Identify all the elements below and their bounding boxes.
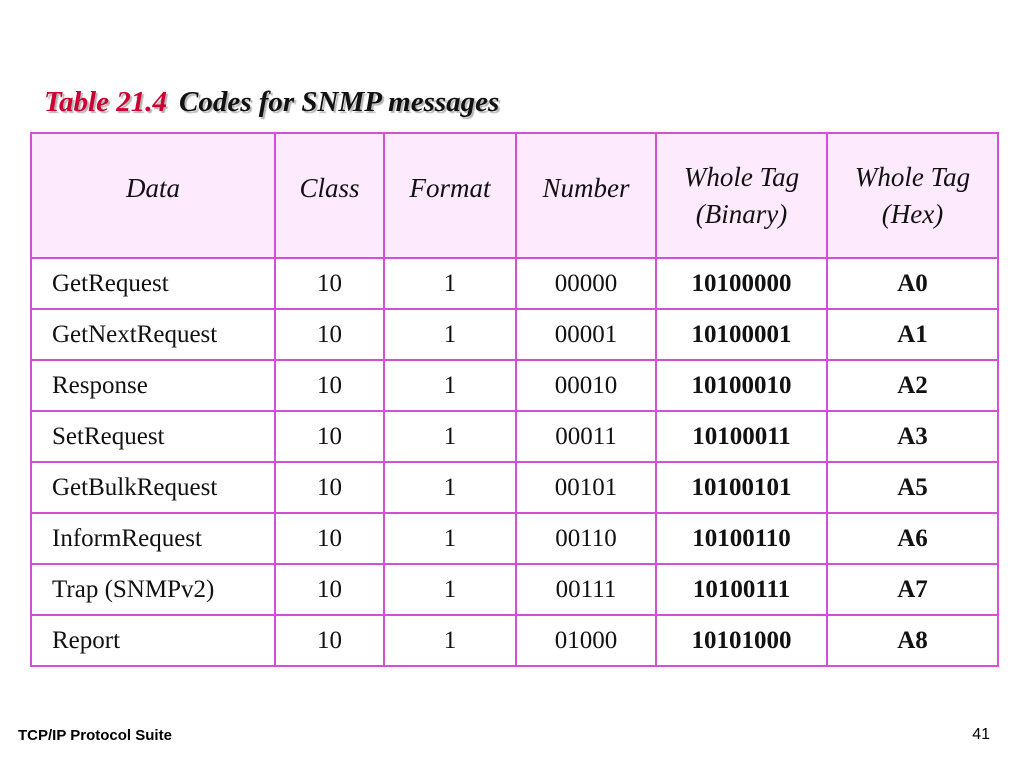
table-row (31, 309, 998, 360)
cell-data: Trap (SNMPv2) (31, 564, 275, 615)
table-caption: Codes for SNMP messages (178, 86, 500, 118)
header-data: Data (31, 133, 275, 258)
cell-class: 10 (275, 462, 384, 513)
cell-class: 10 (275, 258, 384, 309)
cell-hex: A7 (827, 564, 998, 615)
cell-format: 1 (384, 615, 516, 666)
footer-text: TCP/IP Protocol Suite (18, 727, 172, 744)
cell-class: 10 (275, 513, 384, 564)
header-hex-line1: Whole Tag (854, 161, 971, 192)
cell-hex: A1 (827, 309, 998, 360)
table-row (31, 360, 998, 411)
page-number: 41 (972, 726, 990, 743)
cell-class: 10 (275, 615, 384, 666)
table-row (31, 462, 998, 513)
table-row (31, 564, 998, 615)
header-binary-line1: Whole Tag (683, 161, 800, 192)
cell-hex: A5 (827, 462, 998, 513)
cell-binary: 10100101 (656, 462, 827, 513)
cell-format: 1 (384, 309, 516, 360)
cell-hex: A2 (827, 360, 998, 411)
header-whole-tag-binary (656, 133, 827, 258)
cell-binary: 10100110 (656, 513, 827, 564)
cell-binary: 10100010 (656, 360, 827, 411)
cell-format: 1 (384, 513, 516, 564)
cell-format: 1 (384, 360, 516, 411)
cell-number: 00110 (516, 513, 656, 564)
cell-number: 00000 (516, 258, 656, 309)
cell-number: 01000 (516, 615, 656, 666)
cell-binary: 10100001 (656, 309, 827, 360)
cell-number: 00001 (516, 309, 656, 360)
cell-binary: 10100000 (656, 258, 827, 309)
cell-binary: 10101000 (656, 615, 827, 666)
table-row (31, 411, 998, 462)
cell-format: 1 (384, 411, 516, 462)
cell-data: Response (31, 360, 275, 411)
cell-data: Report (31, 615, 275, 666)
header-hex-line2: (Hex) (881, 198, 944, 229)
cell-binary: 10100011 (656, 411, 827, 462)
cell-format: 1 (384, 462, 516, 513)
cell-binary: 10100111 (656, 564, 827, 615)
cell-format: 1 (384, 564, 516, 615)
cell-data: GetBulkRequest (31, 462, 275, 513)
table-row (31, 513, 998, 564)
table-header-row (31, 133, 998, 258)
table-number: Table 21.4 (44, 86, 167, 118)
header-format: Format (384, 133, 516, 258)
cell-number: 00111 (516, 564, 656, 615)
cell-class: 10 (275, 564, 384, 615)
cell-class: 10 (275, 360, 384, 411)
cell-format: 1 (384, 258, 516, 309)
cell-class: 10 (275, 309, 384, 360)
cell-class: 10 (275, 411, 384, 462)
cell-hex: A0 (827, 258, 998, 309)
header-binary-line2: (Binary) (695, 198, 788, 229)
header-class: Class (275, 133, 384, 258)
table-row (31, 258, 998, 309)
cell-number: 00011 (516, 411, 656, 462)
cell-hex: A8 (827, 615, 998, 666)
cell-data: GetNextRequest (31, 309, 275, 360)
table-row (31, 615, 998, 666)
table-title (44, 86, 499, 119)
cell-data: SetRequest (31, 411, 275, 462)
header-whole-tag-hex (827, 133, 998, 258)
header-number: Number (516, 133, 656, 258)
cell-hex: A6 (827, 513, 998, 564)
cell-data: InformRequest (31, 513, 275, 564)
cell-data: GetRequest (31, 258, 275, 309)
cell-number: 00010 (516, 360, 656, 411)
cell-number: 00101 (516, 462, 656, 513)
snmp-codes-table (30, 132, 999, 667)
cell-hex: A3 (827, 411, 998, 462)
